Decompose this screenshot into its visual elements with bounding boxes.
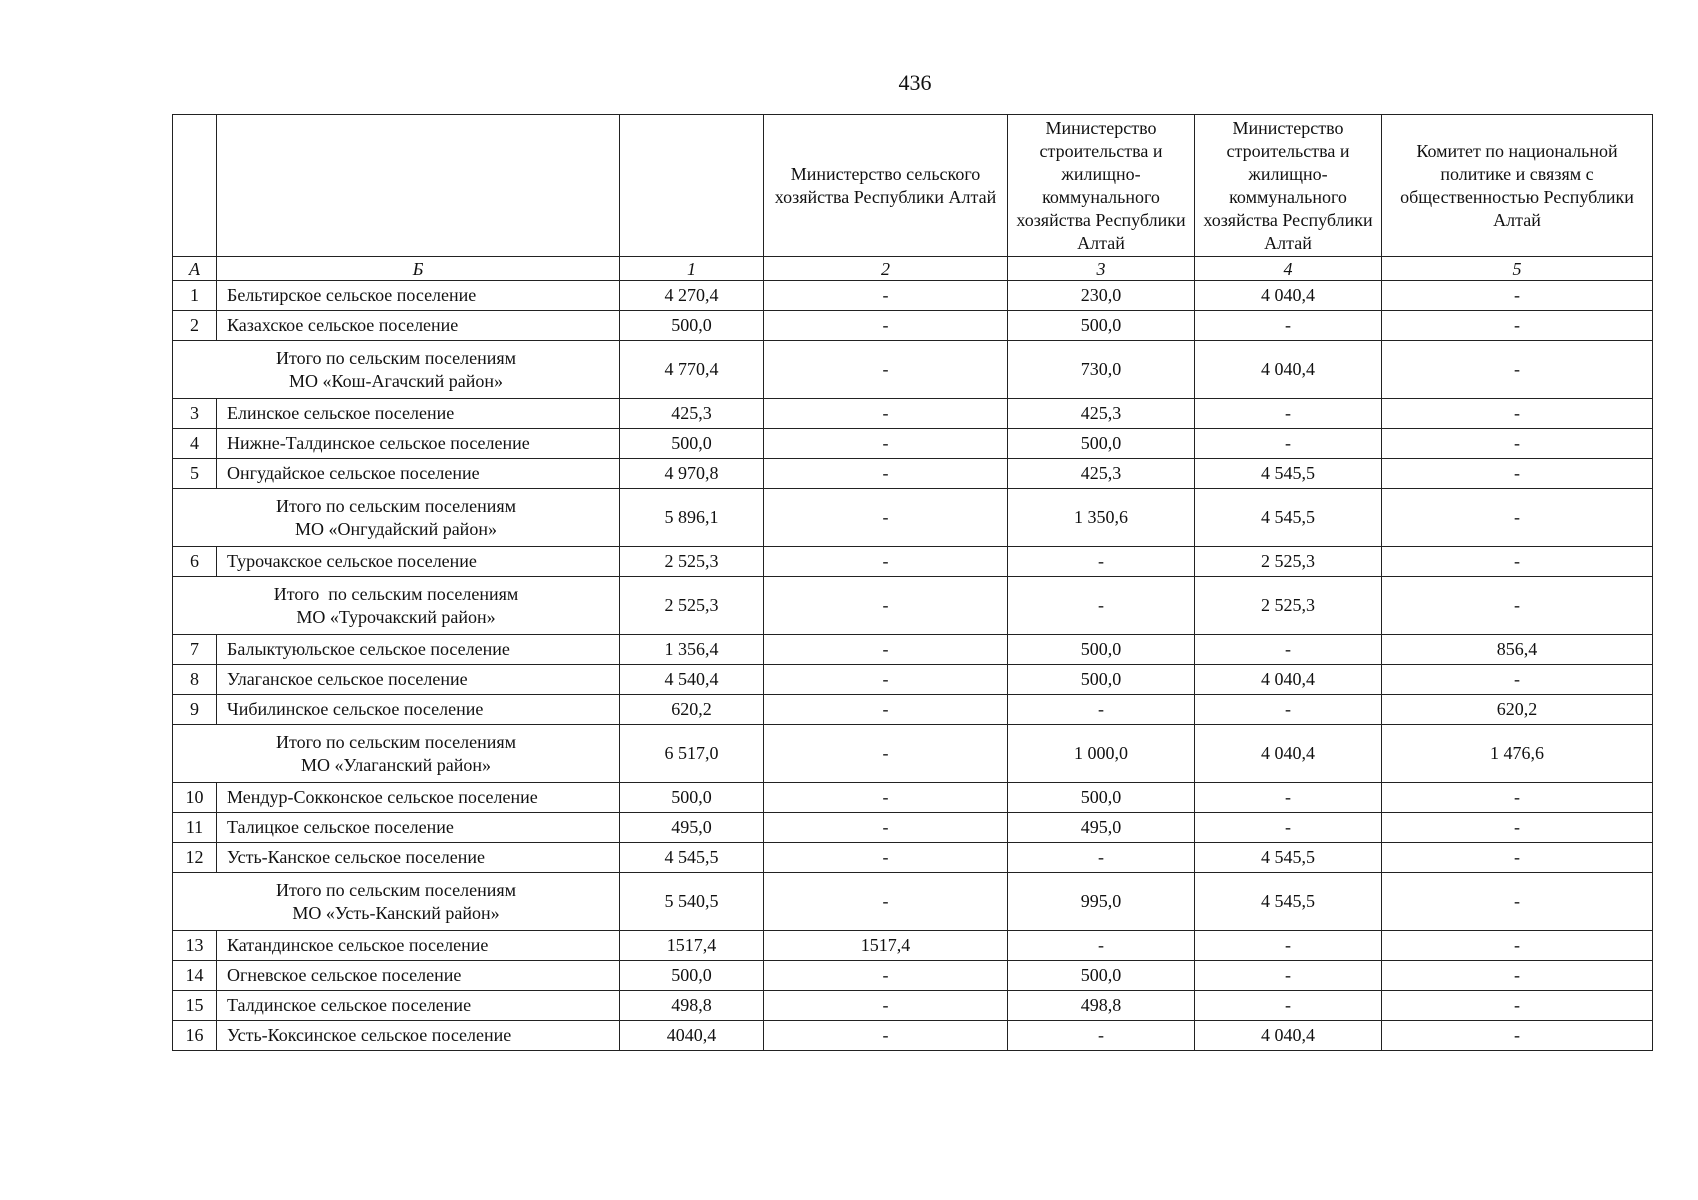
value-col-1: 620,2 xyxy=(620,695,764,725)
value-col-5: 856,4 xyxy=(1382,635,1653,665)
table-row xyxy=(173,459,1653,489)
value-col-1: 5 896,1 xyxy=(620,489,764,547)
settlement-name: Улаганское сельское поселение xyxy=(217,665,620,695)
value-col-3: 425,3 xyxy=(1008,399,1195,429)
row-number: 6 xyxy=(173,547,217,577)
value-col-5: - xyxy=(1382,783,1653,813)
table-row xyxy=(173,547,1653,577)
value-col-5: - xyxy=(1382,547,1653,577)
table-row xyxy=(173,1021,1653,1051)
value-col-2: - xyxy=(764,783,1008,813)
settlement-name: Талдинское сельское поселение xyxy=(217,991,620,1021)
settlement-name: Чибилинское сельское поселение xyxy=(217,695,620,725)
subtotal-label-line1: Итого по сельским поселениям xyxy=(273,583,519,604)
value-col-4: - xyxy=(1195,399,1382,429)
subtotal-label-line2: МО «Улаганский район» xyxy=(301,754,491,775)
value-col-5: 620,2 xyxy=(1382,695,1653,725)
header-col-a xyxy=(173,115,217,257)
subtotal-row xyxy=(173,873,1653,931)
value-col-5: - xyxy=(1382,489,1653,547)
value-col-5: - xyxy=(1382,991,1653,1021)
value-col-4: - xyxy=(1195,311,1382,341)
settlement-name: Нижне-Талдинское сельское поселение xyxy=(217,429,620,459)
value-col-1: 4 270,4 xyxy=(620,281,764,311)
value-col-1: 495,0 xyxy=(620,813,764,843)
subtotal-row xyxy=(173,577,1653,635)
settlement-name: Усть-Коксинское сельское поселение xyxy=(217,1021,620,1051)
row-number: 13 xyxy=(173,931,217,961)
value-col-1: 500,0 xyxy=(620,783,764,813)
table-row xyxy=(173,843,1653,873)
value-col-3: 230,0 xyxy=(1008,281,1195,311)
value-col-1: 2 525,3 xyxy=(620,547,764,577)
value-col-4: - xyxy=(1195,783,1382,813)
value-col-4: - xyxy=(1195,991,1382,1021)
value-col-5: - xyxy=(1382,459,1653,489)
row-number: 10 xyxy=(173,783,217,813)
value-col-4: - xyxy=(1195,961,1382,991)
value-col-4: 4 040,4 xyxy=(1195,725,1382,783)
value-col-3: 495,0 xyxy=(1008,813,1195,843)
header-col-4: Министерство строительства и жилищно-коммунального хозяйства Республики Алтай xyxy=(1195,115,1382,257)
table-row xyxy=(173,665,1653,695)
subtotal-label-line2: МО «Онгудайский район» xyxy=(295,518,497,539)
value-col-1: 2 525,3 xyxy=(620,577,764,635)
subtotal-label xyxy=(173,489,620,547)
subtotal-label-line1: Итого по сельским поселениям xyxy=(275,495,517,516)
value-col-2: - xyxy=(764,577,1008,635)
value-col-4: 4 040,4 xyxy=(1195,665,1382,695)
row-number: 3 xyxy=(173,399,217,429)
value-col-5: - xyxy=(1382,1021,1653,1051)
value-col-3: 995,0 xyxy=(1008,873,1195,931)
value-col-2: - xyxy=(764,991,1008,1021)
header-col-5: Комитет по национальной политике и связям с общественностью Республики Алтай xyxy=(1382,115,1653,257)
table-row xyxy=(173,991,1653,1021)
value-col-3: 500,0 xyxy=(1008,665,1195,695)
value-col-4: - xyxy=(1195,635,1382,665)
table-row xyxy=(173,783,1653,813)
value-col-2: 1517,4 xyxy=(764,931,1008,961)
subtotal-label xyxy=(173,577,620,635)
header-col-2: Министерство сельского хозяйства Республики Алтай xyxy=(764,115,1008,257)
value-col-4: - xyxy=(1195,429,1382,459)
value-col-4: 4 545,5 xyxy=(1195,843,1382,873)
settlement-name: Катандинское сельское поселение xyxy=(217,931,620,961)
settlement-name: Турочакское сельское поселение xyxy=(217,547,620,577)
subtotal-label xyxy=(173,725,620,783)
value-col-1: 4040,4 xyxy=(620,1021,764,1051)
value-col-1: 1517,4 xyxy=(620,931,764,961)
value-col-2: - xyxy=(764,489,1008,547)
subtotal-label-line2: МО «Усть-Канский район» xyxy=(292,902,500,923)
value-col-5: 1 476,6 xyxy=(1382,725,1653,783)
value-col-5: - xyxy=(1382,311,1653,341)
table-row xyxy=(173,931,1653,961)
value-col-3: 500,0 xyxy=(1008,311,1195,341)
value-col-4: 4 545,5 xyxy=(1195,489,1382,547)
index-cell: А xyxy=(173,257,217,281)
value-col-2: - xyxy=(764,547,1008,577)
header-col-b xyxy=(217,115,620,257)
subtotal-label-line2: МО «Кош-Агачский район» xyxy=(289,370,503,391)
value-col-5: - xyxy=(1382,399,1653,429)
subtotal-row xyxy=(173,341,1653,399)
value-col-4: 4 040,4 xyxy=(1195,1021,1382,1051)
row-number: 8 xyxy=(173,665,217,695)
settlement-name: Мендур-Сокконское сельское поселение xyxy=(217,783,620,813)
value-col-1: 1 356,4 xyxy=(620,635,764,665)
subtotal-label xyxy=(173,341,620,399)
settlement-name: Казахское сельское поселение xyxy=(217,311,620,341)
value-col-4: - xyxy=(1195,931,1382,961)
budget-table xyxy=(172,114,1653,1051)
subtotal-row xyxy=(173,489,1653,547)
index-cell: 5 xyxy=(1382,257,1653,281)
value-col-3: 500,0 xyxy=(1008,635,1195,665)
subtotal-label-line1: Итого по сельским поселениям xyxy=(275,731,517,752)
value-col-4: - xyxy=(1195,813,1382,843)
value-col-5: - xyxy=(1382,577,1653,635)
value-col-2: - xyxy=(764,281,1008,311)
value-col-1: 498,8 xyxy=(620,991,764,1021)
table-body xyxy=(173,281,1653,1051)
value-col-2: - xyxy=(764,813,1008,843)
header-col-1 xyxy=(620,115,764,257)
value-col-5: - xyxy=(1382,961,1653,991)
value-col-3: 425,3 xyxy=(1008,459,1195,489)
index-cell: 2 xyxy=(764,257,1008,281)
table-row xyxy=(173,961,1653,991)
value-col-4: 2 525,3 xyxy=(1195,577,1382,635)
value-col-5: - xyxy=(1382,281,1653,311)
row-number: 14 xyxy=(173,961,217,991)
row-number: 1 xyxy=(173,281,217,311)
value-col-3: - xyxy=(1008,695,1195,725)
table-header-row xyxy=(173,115,1653,257)
value-col-2: - xyxy=(764,843,1008,873)
value-col-3: 1 350,6 xyxy=(1008,489,1195,547)
value-col-1: 4 540,4 xyxy=(620,665,764,695)
value-col-1: 4 545,5 xyxy=(620,843,764,873)
row-number: 5 xyxy=(173,459,217,489)
settlement-name: Усть-Канское сельское поселение xyxy=(217,843,620,873)
value-col-1: 5 540,5 xyxy=(620,873,764,931)
row-number: 11 xyxy=(173,813,217,843)
value-col-2: - xyxy=(764,873,1008,931)
value-col-4: 4 545,5 xyxy=(1195,873,1382,931)
table-row xyxy=(173,399,1653,429)
value-col-5: - xyxy=(1382,873,1653,931)
value-col-1: 500,0 xyxy=(620,311,764,341)
value-col-4: - xyxy=(1195,695,1382,725)
index-cell: 1 xyxy=(620,257,764,281)
settlement-name: Бельтирское сельское поселение xyxy=(217,281,620,311)
index-cell: Б xyxy=(217,257,620,281)
page-number: 436 xyxy=(898,70,932,95)
value-col-5: - xyxy=(1382,665,1653,695)
value-col-5: - xyxy=(1382,843,1653,873)
settlement-name: Елинское сельское поселение xyxy=(217,399,620,429)
value-col-5: - xyxy=(1382,341,1653,399)
value-col-3: - xyxy=(1008,1021,1195,1051)
subtotal-label xyxy=(173,873,620,931)
value-col-5: - xyxy=(1382,429,1653,459)
value-col-4: 4 040,4 xyxy=(1195,281,1382,311)
value-col-1: 6 517,0 xyxy=(620,725,764,783)
value-col-4: 4 545,5 xyxy=(1195,459,1382,489)
value-col-2: - xyxy=(764,1021,1008,1051)
value-col-2: - xyxy=(764,635,1008,665)
table-row xyxy=(173,429,1653,459)
value-col-4: 2 525,3 xyxy=(1195,547,1382,577)
value-col-3: 498,8 xyxy=(1008,991,1195,1021)
row-number: 2 xyxy=(173,311,217,341)
table-row xyxy=(173,695,1653,725)
value-col-3: 500,0 xyxy=(1008,783,1195,813)
subtotal-row xyxy=(173,725,1653,783)
value-col-2: - xyxy=(764,311,1008,341)
row-number: 12 xyxy=(173,843,217,873)
value-col-1: 4 770,4 xyxy=(620,341,764,399)
settlement-name: Талицкое сельское поселение xyxy=(217,813,620,843)
row-number: 7 xyxy=(173,635,217,665)
subtotal-label-line1: Итого по сельским поселениям xyxy=(275,879,517,900)
value-col-3: - xyxy=(1008,931,1195,961)
row-number: 4 xyxy=(173,429,217,459)
table-row xyxy=(173,635,1653,665)
index-cell: 3 xyxy=(1008,257,1195,281)
value-col-1: 4 970,8 xyxy=(620,459,764,489)
row-number: 16 xyxy=(173,1021,217,1051)
table-row xyxy=(173,281,1653,311)
row-number: 15 xyxy=(173,991,217,1021)
value-col-3: - xyxy=(1008,547,1195,577)
table-row xyxy=(173,311,1653,341)
value-col-2: - xyxy=(764,961,1008,991)
table-row xyxy=(173,813,1653,843)
settlement-name: Балыктуюльское сельское поселение xyxy=(217,635,620,665)
value-col-1: 500,0 xyxy=(620,429,764,459)
subtotal-label-line1: Итого по сельским поселениям xyxy=(275,347,517,368)
value-col-3: 500,0 xyxy=(1008,961,1195,991)
header-col-3: Министерство строительства и жилищно-коммунального хозяйства Республики Алтай xyxy=(1008,115,1195,257)
value-col-3: 1 000,0 xyxy=(1008,725,1195,783)
subtotal-label-line2: МО «Турочакский район» xyxy=(296,606,496,627)
settlement-name: Онгудайское сельское поселение xyxy=(217,459,620,489)
value-col-2: - xyxy=(764,665,1008,695)
value-col-2: - xyxy=(764,695,1008,725)
value-col-4: 4 040,4 xyxy=(1195,341,1382,399)
value-col-2: - xyxy=(764,341,1008,399)
index-cell: 4 xyxy=(1195,257,1382,281)
value-col-5: - xyxy=(1382,931,1653,961)
column-index-row xyxy=(173,257,1653,281)
value-col-3: - xyxy=(1008,843,1195,873)
value-col-5: - xyxy=(1382,813,1653,843)
value-col-2: - xyxy=(764,459,1008,489)
value-col-2: - xyxy=(764,399,1008,429)
value-col-3: 500,0 xyxy=(1008,429,1195,459)
value-col-1: 500,0 xyxy=(620,961,764,991)
value-col-3: - xyxy=(1008,577,1195,635)
value-col-3: 730,0 xyxy=(1008,341,1195,399)
value-col-1: 425,3 xyxy=(620,399,764,429)
value-col-2: - xyxy=(764,429,1008,459)
settlement-name: Огневское сельское поселение xyxy=(217,961,620,991)
row-number: 9 xyxy=(173,695,217,725)
value-col-2: - xyxy=(764,725,1008,783)
